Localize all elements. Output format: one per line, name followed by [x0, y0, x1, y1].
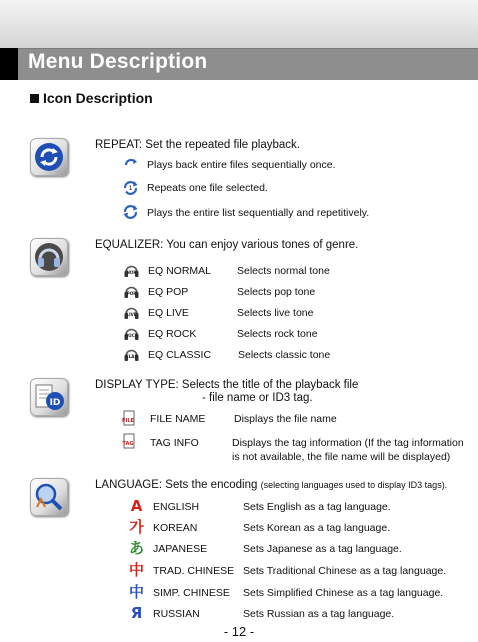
eq-item-label: EQ CLASSIC — [148, 349, 212, 361]
eq-eq-live-icon — [123, 304, 140, 321]
language-simp-chinese-icon: 中 — [128, 583, 144, 601]
language-section-icon — [30, 478, 68, 516]
page-title: Menu Description — [28, 50, 208, 73]
equalizer-title: EQUALIZER: You can enjoy various tones of genre. — [95, 239, 359, 251]
language-item-label: KOREAN — [153, 522, 198, 534]
eq-item-desc: Selects normal tone — [237, 265, 330, 277]
display-item-2-desc: Displays the tag information (If the tag information — [232, 437, 464, 449]
language-item-desc: Sets Korean as a tag language. — [243, 522, 391, 534]
eq-eq-rock-icon — [123, 325, 140, 342]
eq-item-desc: Selects pop tone — [237, 286, 316, 298]
language-title-note: (selecting languages used to display ID3 tags). — [260, 480, 448, 490]
file-badge-text: FILE — [122, 418, 134, 424]
tag-info-icon — [120, 433, 137, 450]
display-item-1-desc: Displays the file name — [234, 413, 337, 425]
svg-text:1: 1 — [128, 185, 133, 192]
language-item-desc: Sets English as a tag language. — [243, 501, 391, 513]
display-title-line2: - file name or ID3 tag. — [202, 392, 313, 404]
display-item-2-label: TAG INFO — [150, 437, 199, 449]
file-name-icon — [120, 410, 137, 427]
svg-text:NOR: NOR — [126, 270, 137, 275]
display-item-1-label: FILE NAME — [150, 413, 206, 425]
repeat-title: REPEAT: Set the repeated file playback. — [95, 139, 300, 151]
language-trad-chinese-icon: 中 — [128, 561, 144, 579]
language-russian-icon: Я — [130, 604, 143, 622]
eq-eq-classic-icon — [123, 346, 140, 363]
subheading-text: Icon Description — [43, 90, 153, 106]
language-korean-icon: 가 — [129, 518, 144, 536]
language-item-label: TRAD. CHINESE — [153, 565, 235, 577]
eq-item-desc: Selects classic tone — [238, 349, 331, 361]
language-item-desc: Sets Russian as a tag language. — [243, 608, 395, 620]
language-item-desc: Sets Simplified Chinese as a tag language. — [243, 587, 444, 599]
repeat-item-3: Plays the entire list sequentially and repetitively. — [147, 207, 370, 219]
svg-text:CLAS: CLAS — [125, 354, 138, 359]
language-item-desc: Sets Japanese as a tag language. — [243, 543, 402, 555]
eq-eq-pop-icon — [123, 283, 140, 300]
language-title-text: LANGUAGE: Sets the encoding — [95, 479, 258, 491]
page-number: - 12 - — [223, 624, 255, 639]
eq-eq-normal-icon — [123, 262, 140, 279]
repeat-section-icon — [30, 138, 68, 176]
eq-item-label: EQ ROCK — [148, 328, 197, 340]
language-item-label: SIMP. CHINESE — [153, 587, 230, 599]
display-item-2-desc-cont: is not available, the file name will be displayed) — [232, 451, 451, 463]
header-tab — [0, 48, 18, 80]
eq-item-desc: Selects live tone — [237, 307, 314, 319]
language-item-label: JAPANESE — [153, 543, 208, 555]
svg-text:ID: ID — [49, 398, 61, 408]
section-subheading — [30, 90, 153, 106]
eq-item-desc: Selects rock tone — [237, 328, 318, 340]
display-title-line1: DISPLAY TYPE: Selects the title of the playback file — [95, 379, 359, 391]
language-english-icon: A — [130, 497, 143, 515]
repeat-all-icon — [122, 203, 139, 220]
language-item-label: RUSSIAN — [153, 608, 200, 620]
svg-text:LIVE: LIVE — [126, 312, 137, 317]
repeat-item-2: Repeats one file selected. — [147, 182, 268, 194]
repeat-one-icon — [122, 179, 139, 196]
language-item-label: ENGLISH — [153, 501, 200, 513]
tag-badge-text: TAG — [122, 441, 134, 447]
language-title — [95, 479, 447, 491]
repeat-off-icon — [122, 156, 139, 173]
language-item-desc: Sets Traditional Chinese as a tag language. — [243, 565, 447, 577]
eq-item-label: EQ LIVE — [148, 307, 189, 319]
eq-item-label: EQ POP — [148, 286, 189, 298]
eq-item-label: EQ NORMAL — [148, 265, 212, 277]
equalizer-section-icon — [30, 238, 68, 276]
display-section-icon — [30, 378, 68, 416]
svg-text:POP: POP — [126, 291, 137, 296]
svg-text:ROCK: ROCK — [124, 333, 139, 338]
repeat-item-1: Plays back entire files sequentially once. — [147, 159, 336, 171]
bullet-square-icon — [30, 94, 39, 103]
language-japanese-icon: あ — [128, 539, 144, 557]
